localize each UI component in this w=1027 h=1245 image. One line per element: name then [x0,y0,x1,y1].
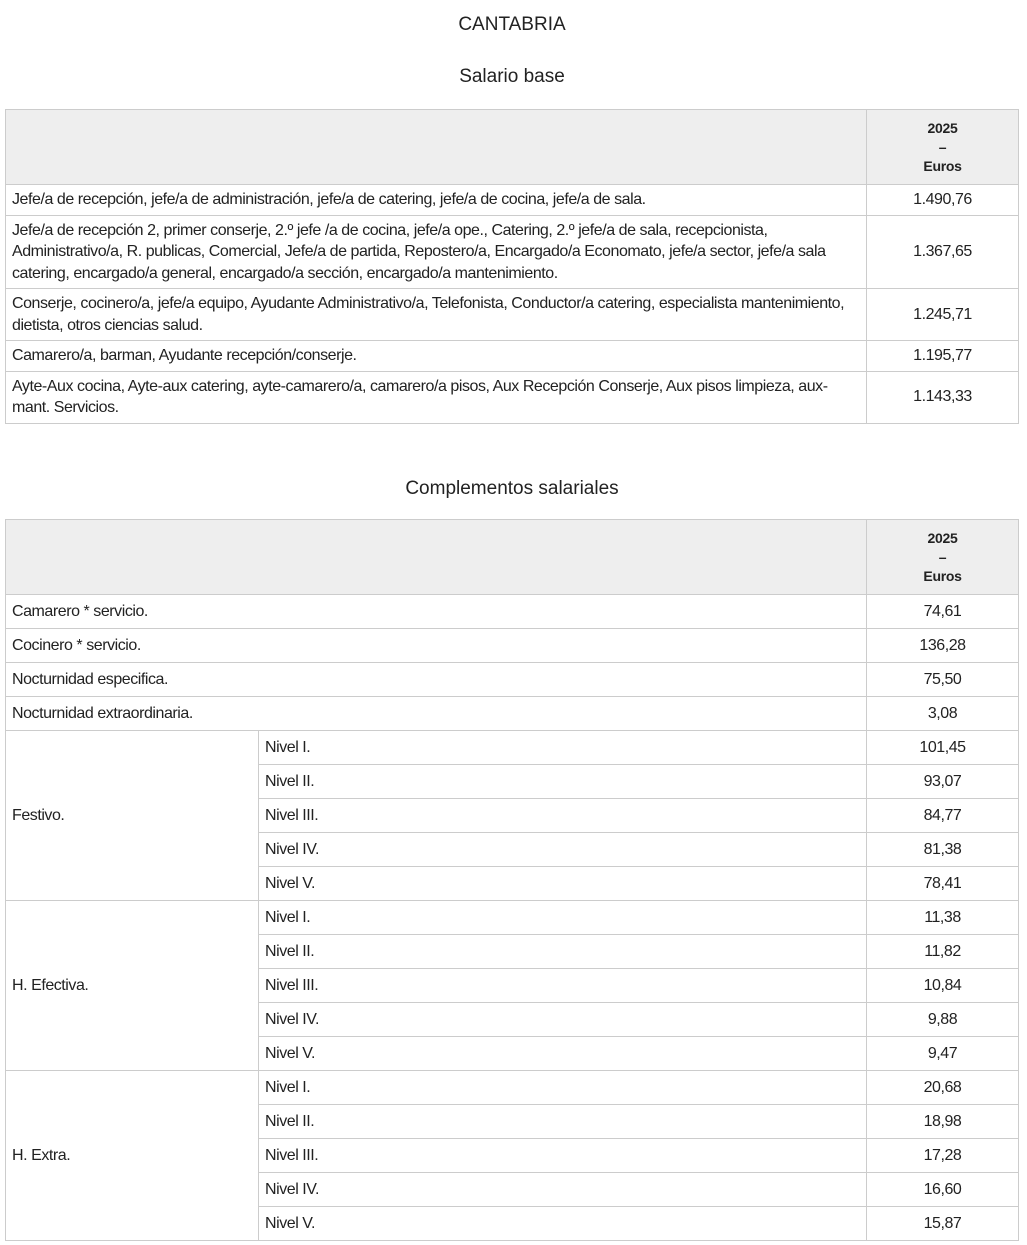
salary-value: 1.245,71 [867,289,1019,341]
category-label: Ayte-Aux cocina, Ayte-aux catering, ayte-camarero/a, camarero/a pisos, Aux Recepción Conserje, Aux pisos limpieza, aux-mant. Servicios. [6,371,867,423]
complement-value: 3,08 [867,697,1019,731]
table-header-row [6,520,1019,595]
level-value: 15,87 [867,1207,1019,1241]
category-label: Jefe/a de recepción 2, primer conserje, 2.º jefe /a de cocina, jefe/a ope., Catering, 2.º jefe/a de sala, recepcionista, Administrativo/a, R. publicas, Comercial, Jefe/a de partida, Repostero/a, Encargado/a Economato, jefe/a sector, jefe/a sala catering, encargado/a general, encargado/a sección, encargado/a mantenimiento. [6,215,867,289]
header-unit: Euros [923,567,962,584]
complement-value: 136,28 [867,629,1019,663]
level-value: 81,38 [867,833,1019,867]
level-value: 20,68 [867,1071,1019,1105]
level-label: Nivel II. [259,935,867,969]
complementos-title: Complementos salariales [405,478,619,499]
level-label: Nivel IV. [259,833,867,867]
table-row [6,901,1019,935]
level-label: Nivel III. [259,1139,867,1173]
level-value: 9,47 [867,1037,1019,1071]
page-heading: CANTABRIA [458,14,566,35]
level-label: Nivel I. [259,1071,867,1105]
level-label: Nivel I. [259,731,867,765]
table-header-row [6,110,1019,185]
group-label: H. Efectiva. [6,901,259,1071]
complement-label: Nocturnidad especifica. [6,663,867,697]
category-label: Camarero/a, barman, Ayudante recepción/conserje. [6,341,867,372]
table-row [6,215,1019,289]
level-value: 93,07 [867,765,1019,799]
header-year: 2025 [927,119,958,136]
header-year-cell [867,520,1019,595]
level-value: 17,28 [867,1139,1019,1173]
salario-base-title: Salario base [459,66,565,87]
complement-label: Cocinero * servicio. [6,629,867,663]
header-dash: – [938,548,947,565]
level-label: Nivel V. [259,867,867,901]
complement-value: 75,50 [867,663,1019,697]
level-label: Nivel V. [259,1207,867,1241]
salary-value: 1.143,33 [867,371,1019,423]
table-row [6,1071,1019,1105]
level-value: 9,88 [867,1003,1019,1037]
table-row [6,595,1019,629]
table-row [6,341,1019,372]
salary-value: 1.490,76 [867,185,1019,216]
table-row [6,371,1019,423]
level-value: 10,84 [867,969,1019,1003]
level-value: 101,45 [867,731,1019,765]
level-label: Nivel I. [259,901,867,935]
complement-label: Nocturnidad extraordinaria. [6,697,867,731]
level-label: Nivel IV. [259,1173,867,1207]
level-label: Nivel V. [259,1037,867,1071]
level-label: Nivel II. [259,1105,867,1139]
header-unit: Euros [923,157,962,174]
level-value: 11,38 [867,901,1019,935]
table-row [6,731,1019,765]
table-row [6,185,1019,216]
header-year: 2025 [927,529,958,546]
level-label: Nivel II. [259,765,867,799]
salario-base-table [5,109,1019,424]
salary-value: 1.195,77 [867,341,1019,372]
group-label: H. Extra. [6,1071,259,1241]
table-row [6,629,1019,663]
complement-label: Camarero * servicio. [6,595,867,629]
category-label: Conserje, cocinero/a, jefe/a equipo, Ayudante Administrativo/a, Telefonista, Conductor/a catering, especialista mantenimiento, dietista, otros ciencias salud. [6,289,867,341]
level-label: Nivel III. [259,799,867,833]
table-row [6,289,1019,341]
group-label: Festivo. [6,731,259,901]
complement-value: 74,61 [867,595,1019,629]
level-value: 11,82 [867,935,1019,969]
level-label: Nivel III. [259,969,867,1003]
level-value: 84,77 [867,799,1019,833]
header-empty-cell [6,110,867,185]
header-empty-cell [6,520,867,595]
complementos-table [5,519,1019,1241]
level-value: 18,98 [867,1105,1019,1139]
level-label: Nivel IV. [259,1003,867,1037]
header-dash: – [938,138,947,155]
category-label: Jefe/a de recepción, jefe/a de administración, jefe/a de catering, jefe/a de cocina, jefe/a de sala. [6,185,867,216]
level-value: 78,41 [867,867,1019,901]
table-row [6,663,1019,697]
salary-value: 1.367,65 [867,215,1019,289]
table-row [6,697,1019,731]
header-year-cell [867,110,1019,185]
level-value: 16,60 [867,1173,1019,1207]
